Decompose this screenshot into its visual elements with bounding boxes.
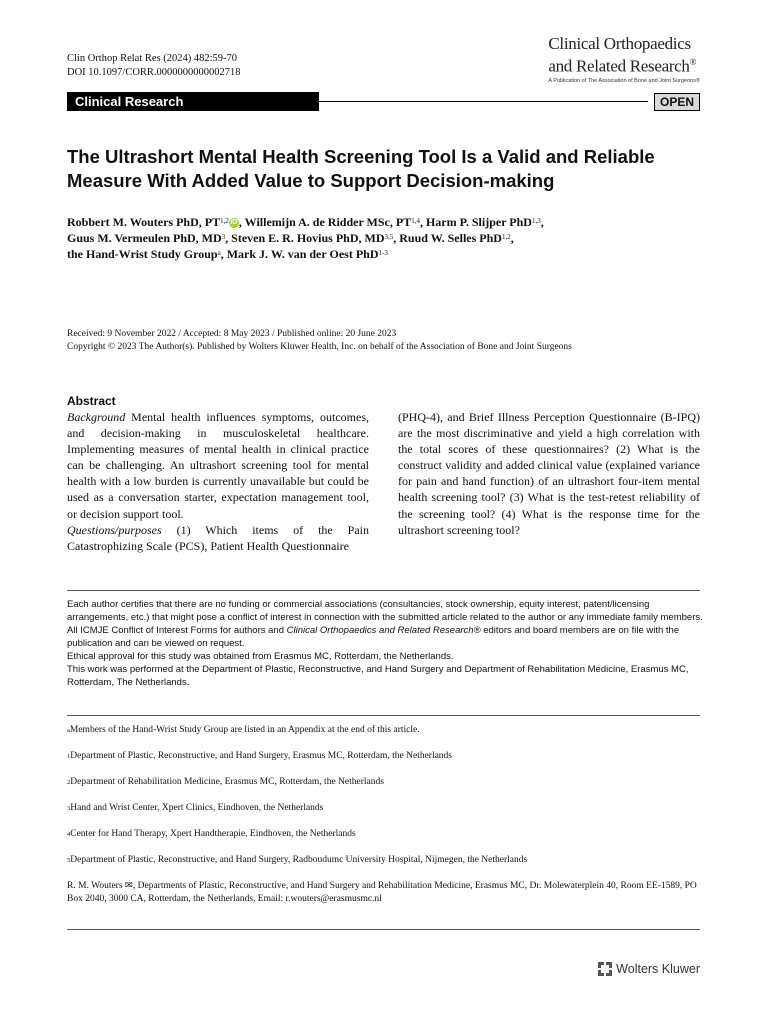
disclosure-block [67,598,707,689]
author-name[interactable]: the Hand-Wrist Study Group [67,247,218,261]
author-affil: 3,5 [384,233,394,241]
background-label: Background [67,410,126,424]
journal-name-line2-text: and Related Research [548,56,690,76]
received-accepted-line: Received: 9 November 2022 / Accepted: 8 May 2023 / Published online: 20 June 2023 [67,329,397,339]
author-name[interactable]: Steven E. R. Hovius PhD, MD [231,231,385,245]
author-name[interactable]: Harm P. Slijper PhD [425,215,532,229]
affiliation-item: $^3$Hand and Wrist Center, Xpert Clinics, Eindhoven, the Netherlands [67,803,324,813]
author-affil: 1,2 [501,233,511,241]
journal-logo [548,35,700,84]
author-affil: 3 [221,233,226,241]
divider [67,590,700,591]
affiliation-item: $^2$Department of Rehabilitation Medicine, Erasmus MC, Rotterdam, the Netherlands [67,777,384,787]
registered-mark: ® [689,57,697,67]
divider [67,929,700,930]
author-name[interactable]: Mark J. W. van der Oest PhD [226,247,379,261]
affiliation-item: $^4$Center for Hand Therapy, Xpert Handtherapie, Eindhoven, the Netherlands [67,829,356,839]
affiliation-item: $^a$Members of the Hand-Wrist Study Group are listed in an Appendix at the end of this article. [67,725,420,735]
wolters-kluwer-logo-mark [598,962,612,976]
section-label: Clinical Research [67,92,319,111]
work-location-statement: This work was performed at the Department of Plastic, Reconstructive, and Hand Surgery and Department of Rehabilitation Medicine, Erasmus MC, Rotterdam, The Netherlands. [67,664,689,688]
publisher-name: Wolters Kluwer [616,962,700,976]
journal-subtitle: A Publication of The Association of Bone and Joint Surgeons® [548,77,700,84]
author-affil: 1,2 [220,217,229,225]
citation-journal-line: Clin Orthop Relat Res (2024) 482:59-70 [67,53,238,64]
questions-label: Questions/purposes [67,522,162,537]
publication-dates [67,328,707,354]
journal-name-italic: Clinical Orthopaedics and Related Research® [286,625,481,636]
icmje-statement: All ICMJE Conflict of Interest Forms for authors and Clinical Orthopaedics and Related Research® editors and board members are on file with the publication and can be viewed on request. [67,625,680,649]
author-affil: 1-3 [378,249,388,257]
copyright-line: Copyright © 2023 The Author(s). Published by Wolters Kluwer Health, Inc. on behalf of the Association of Bone and Joint Surgeons [67,342,572,352]
section-bar [67,92,700,111]
author-list: Robbert M. Wouters PhD, PT$^{1,2}$ iD , Willemijn A. de Ridder MSc, PT$^{1,4}$, Harm P. Slijper PhD$^{1,3}$, Guus M. Vermeulen PhD, $MD^3$, Steven E. R. Hovius PhD, MD$^{3,5}$, Ruud W. Selles PhD$^{1,2}$, the Hand-Wrist Study Group$^a$, Mark J. W. van der Oest PhD$^{1-3}$ [67,215,544,261]
abstract-right-column: (PHQ-4), and Brief Illness Perception Questionnaire (B-IPQ) are the most discriminative and yield a high correlation with the total scores of these questionnaires? (2) What is the construct validity and added clinical value (explained variance for pain and hand function) of an ultrashort four-item mental health screening tool? (3) What is the test-retest reliability of the screening tool? (4) What is the response time for the ultrashort screening tool? [398,410,700,537]
abstract-left-column [67,409,369,554]
section-divider [319,101,648,102]
author-affil: 1,4 [411,217,420,225]
open-access-badge: OPEN [654,93,700,111]
questions-text: (1) Which items of the Pain Catastrophizing Scale (PCS), Patient Health Questionnaire [67,522,369,553]
correspondence: R. M. Wouters ✉, Departments of Plastic, Reconstructive, and Hand Surgery and Rehabilitation Medicine, Erasmus MC, Dr. Molewaterplein 40, Room EE-1589, PO Box 2040, 3000 CA, Rotterdam, the Netherlands, Email: r.wouters@erasmusmc.nl [67,881,697,904]
orcid-icon[interactable]: iD [230,219,238,227]
affiliation-item: $^1$Department of Plastic, Reconstructive, and Hand Surgery, Erasmus MC, Rotterdam, the Netherlands [67,751,453,761]
journal-name-line1: Clinical Orthopaedics [548,34,691,53]
background-text: Mental health influences symptoms, outcomes, and decision-making in musculoskeletal healthcare. Implementing measures of mental health in clinical practice can be challenging. An ultrashort screening tool for mental health with a low burden is currently unavailable but could be used as a conversation starter, expectation management tool, or decision support tool. [67,410,369,521]
author-affil: 1,3 [531,217,541,225]
ethics-statement: Ethical approval for this study was obtained from Erasmus MC, Rotterdam, the Netherlands. [67,651,454,662]
publisher-logo [598,962,700,976]
author-name[interactable]: Guus M. Vermeulen PhD, MD [67,231,222,245]
author-name[interactable]: Ruud W. Selles PhD [399,231,502,245]
doi-line: DOI 10.1097/CORR.0000000000002718 [67,67,241,78]
journal-name-line2 [548,53,700,76]
affiliation-item: $^5$Department of Plastic, Reconstructive, and Hand Surgery, Radboudumc University Hospital, Nijmegen, the Netherlands [67,855,528,865]
citation-block [67,52,241,80]
author-name[interactable]: Robbert M. Wouters PhD, PT [67,215,221,229]
article-title: The Ultrashort Mental Health Screening Tool Is a Valid and Reliable Measure With Added Value to Support Decision-making [67,146,655,191]
funding-statement: Each author certifies that there are no funding or commercial associations (consultancies, stock ownership, equity interest, patent/licensing arrangements, etc.) that might pose a conflict of interest in connection with the submitted article related to the author or any immediate family members. [67,599,703,623]
author-affil: a [217,249,221,257]
author-name[interactable]: Willemijn A. de Ridder MSc, PT [244,215,412,229]
abstract-heading: Abstract [67,394,116,408]
divider [67,715,700,716]
